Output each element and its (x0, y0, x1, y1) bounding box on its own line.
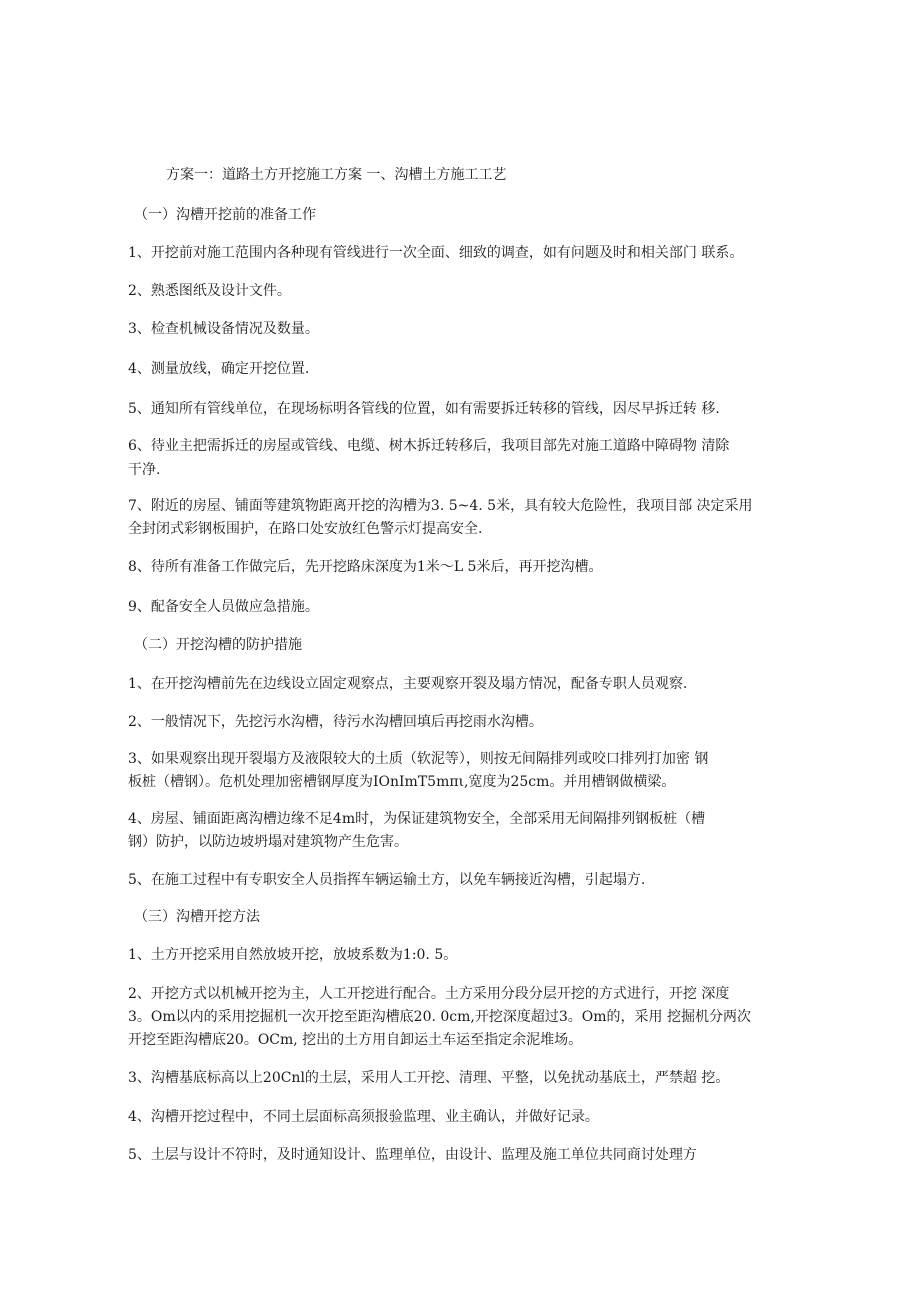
paragraph-3-5: 5、土层与设计不符时，及时通知设计、监理单位，由设计、监理及施工单位共同商讨处理方 (128, 1147, 697, 1163)
paragraph-1-6: 6、待业主把需拆迁的房屋或管线、电缆、树木拆迁转移后，我项目部先对施工道路中障碍物 清除 (128, 438, 730, 454)
paragraph-1-7: 7、附近的房屋、铺面等建筑物距离开挖的沟槽为3. 5~4. 5米，具有较大危险性，我项目部 决定采用 (128, 498, 753, 514)
paragraph-1-1: 1、开挖前对施工范围内各种现有管线进行一次全面、细致的调查，如有问题及时和相关部门 联系。 (128, 245, 744, 261)
section-heading-3: （三）沟槽开挖方法 (134, 909, 260, 925)
paragraph-2-3-continued: 板桩（槽钢）。危机处理加密槽钢厚度为IOnImT5mπι,宽度为25cm。并用槽钢做横梁。 (128, 774, 676, 790)
paragraph-3-2-continued-b: 开挖至距沟槽底20。OCm, 挖出的土方用自卸运土车运至指定余泥堆场。 (128, 1032, 583, 1048)
section-heading-2: （二）开挖沟槽的防护措施 (134, 637, 302, 653)
section-heading-1: （一）沟槽开挖前的准备工作 (134, 207, 316, 223)
paragraph-2-2: 2、一般情况下，先挖污水沟槽，待污水沟槽回填后再挖雨水沟槽。 (128, 714, 543, 730)
paragraph-2-4-continued: 钢）防护，以防边坡坍塌对建筑物产生危害。 (128, 834, 408, 850)
paragraph-1-3: 3、检查机械设备情况及数量。 (128, 321, 319, 337)
paragraph-3-1: 1、土方开挖采用自然放坡开挖，放坡系数为1:0. 5。 (128, 947, 458, 963)
paragraph-2-5: 5、在施工过程中有专职安全人员指挥车辆运输土方，以免车辆接近沟槽，引起塌方. (128, 872, 646, 888)
document-title: 方案一：道路土方开挖施工方案 一、沟槽土方施工工艺 (166, 167, 507, 183)
paragraph-3-2-continued-a: 3。Om以内的采用挖掘机一次开挖至距沟槽底20. 0cm,开挖深度超过3。Om的，采用 挖掘机分两次 (128, 1009, 751, 1025)
paragraph-1-8: 8、待所有准备工作做完后，先开挖路床深度为1米〜L 5米后，再开挖沟槽。 (128, 559, 603, 575)
paragraph-2-1: 1、在开挖沟槽前先在边线设立固定观察点，主要观察开裂及塌方情况，配备专职人员观察. (128, 676, 688, 692)
paragraph-1-5: 5、通知所有管线单位，在现场标明各管线的位置，如有需要拆迁转移的管线，因尽早拆迁转 移. (128, 401, 720, 417)
paragraph-3-3: 3、沟槽基底标高以上20Cnl的土层，采用人工开挖、清理、平整，以免扰动基底土，严禁超 挖。 (128, 1070, 730, 1086)
paragraph-2-3: 3、如果观察出现开裂塌方及液限较大的土质（软泥等），则按无间隔排列或咬口排列打加密 钢 (128, 751, 709, 767)
paragraph-1-7-continued: 全封闭式彩钢板围护，在路口处安放红色警示灯提高安全. (128, 521, 483, 537)
paragraph-3-2: 2、开挖方式以机械开挖为主，人工开挖进行配合。土方采用分段分层开挖的方式进行，开挖 深度 (128, 986, 730, 1002)
paragraph-3-4: 4、沟槽开挖过程中，不同土层面标高须报验监理、业主确认，并做好记录。 (128, 1109, 599, 1125)
paragraph-1-6-continued: 干净. (128, 462, 161, 478)
paragraph-1-2: 2、熟悉图纸及设计文件。 (128, 283, 291, 299)
paragraph-2-4: 4、房屋、铺面距离沟槽边缘不足4m时，为保证建筑物安全，全部采用无间隔排列钢板桩（槽 (128, 811, 706, 827)
paragraph-1-9: 9、配备安全人员做应急措施。 (128, 599, 319, 615)
paragraph-1-4: 4、测量放线，确定开挖位置. (128, 361, 310, 377)
